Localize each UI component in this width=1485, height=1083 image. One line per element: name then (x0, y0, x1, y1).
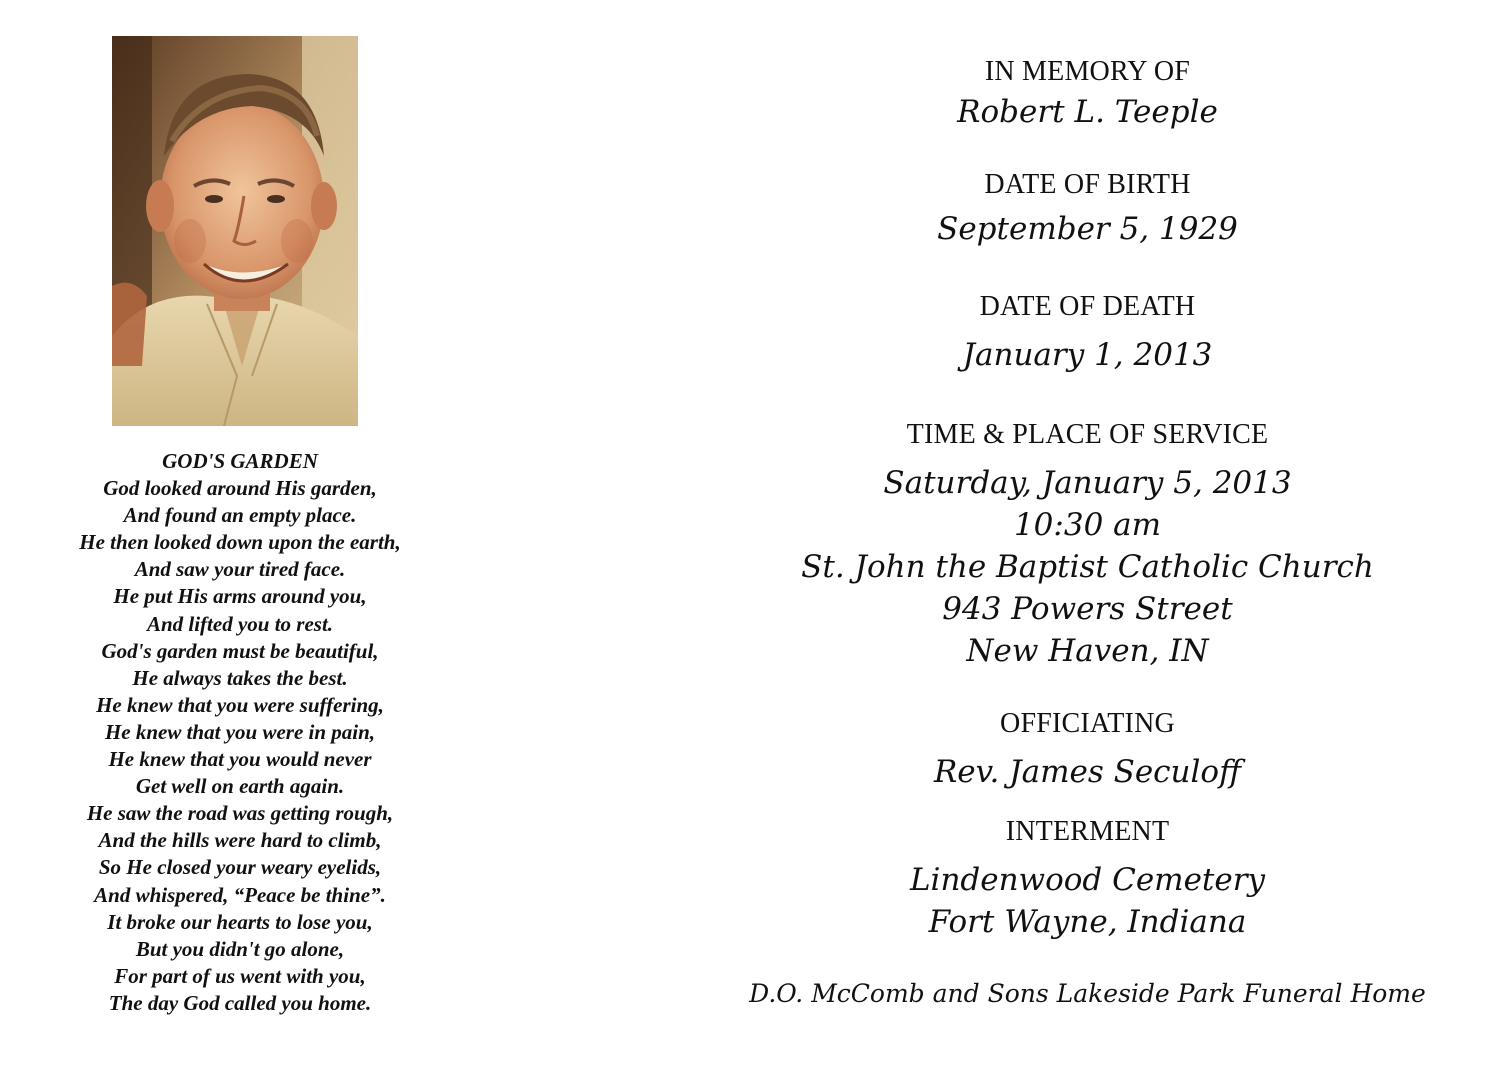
officiant-name: Rev. James Seculoff (933, 754, 1242, 790)
poem-line: And the hills were hard to climb, (98, 828, 382, 853)
service-street: 943 Powers Street (942, 591, 1233, 627)
poem-line: It broke our hearts to lose you, (107, 909, 373, 934)
portrait-photo-icon (112, 36, 358, 426)
poem-line: But you didn't go alone, (135, 936, 345, 961)
service-section (690, 418, 1485, 672)
service-date: Saturday, January 5, 2013 (883, 465, 1292, 501)
death-label: DATE OF DEATH (979, 291, 1196, 322)
service-city: New Haven, IN (966, 633, 1209, 669)
poem-title: GOD'S GARDEN (162, 449, 318, 473)
poem-line: He knew that you were in pain, (104, 719, 376, 744)
poem-line: He always takes the best. (132, 665, 348, 690)
portrait-photo (112, 36, 358, 426)
poem-line: And found an empty place. (123, 503, 357, 528)
poem-line: He knew that you would never (108, 747, 372, 772)
officiating-label: OFFICIATING (1000, 708, 1175, 739)
poem-line: He put His arms around you, (113, 584, 367, 609)
birth-date: September 5, 1929 (937, 211, 1238, 247)
poem-line: God's garden must be beautiful, (101, 638, 379, 663)
cemetery-name: Lindenwood Cemetery (909, 862, 1266, 898)
officiating-section (690, 707, 1485, 793)
birth-label: DATE OF BIRTH (984, 169, 1191, 200)
poem-line: And whispered, “Peace be thine”. (94, 882, 386, 907)
deceased-name: Robert L. Teeple (957, 94, 1218, 130)
poem-line: God looked around His garden, (103, 476, 377, 501)
cemetery-city: Fort Wayne, Indiana (928, 904, 1247, 940)
interment-section (690, 815, 1485, 943)
death-section (690, 290, 1485, 376)
birth-section (690, 168, 1485, 250)
memory-section (690, 55, 1485, 133)
death-date: January 1, 2013 (962, 337, 1213, 373)
poem-line: He knew that you were suffering, (96, 692, 384, 717)
service-place: St. John the Baptist Catholic Church (801, 549, 1374, 585)
poem-line: And lifted you to rest. (146, 611, 334, 636)
poem (30, 448, 450, 1017)
poem-line: So He closed your weary eyelids, (98, 855, 382, 880)
interment-label: INTERMENT (1005, 816, 1170, 847)
poem-line: He saw the road was getting rough, (86, 801, 394, 826)
memory-label: IN MEMORY OF (984, 56, 1191, 87)
poem-line: And saw your tired face. (134, 557, 346, 582)
service-time: 10:30 am (1013, 507, 1162, 543)
poem-line: For part of us went with you, (114, 963, 366, 988)
service-details (690, 0, 1485, 1083)
footer-section (690, 978, 1485, 1010)
funeral-home-name: D.O. McComb and Sons Lakeside Park Funeral Home (749, 979, 1426, 1008)
service-label: TIME & PLACE OF SERVICE (906, 419, 1269, 450)
poem-line: The day God called you home. (108, 990, 372, 1015)
poem-line: Get well on earth again. (135, 774, 345, 799)
poem-line: He then looked down upon the earth, (79, 530, 401, 555)
